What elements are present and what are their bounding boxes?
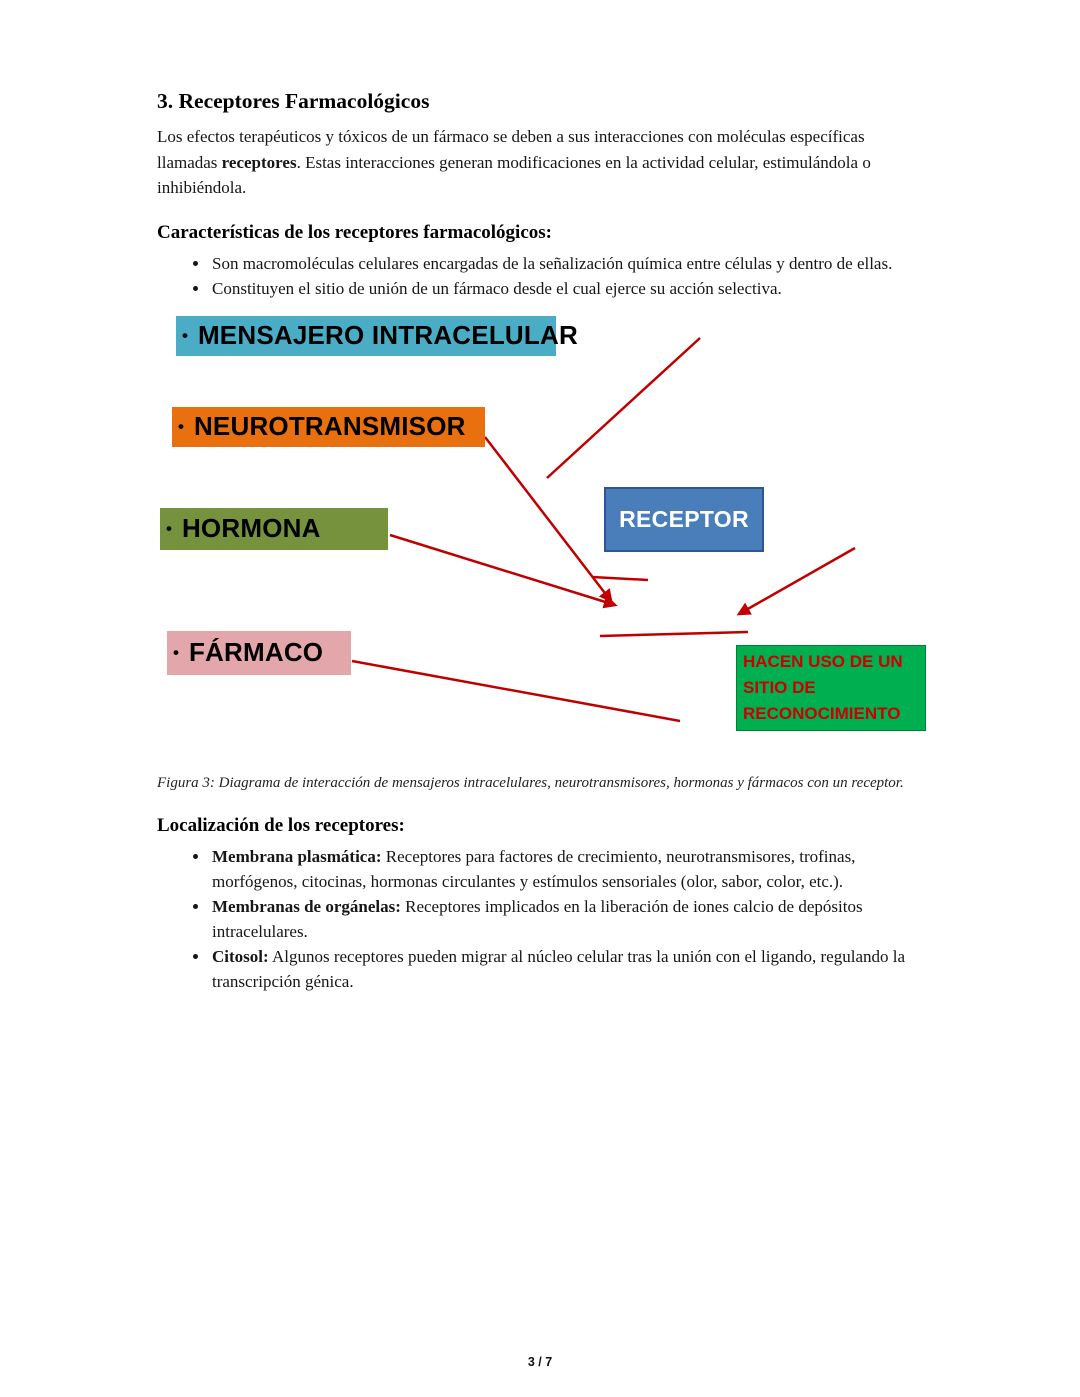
list-item-text: Algunos receptores pueden migrar al núcleo celular tras la unión con el ligando, regulando la transcripción génica. xyxy=(212,946,906,991)
list-item-term: Membrana plasmática: xyxy=(212,846,382,866)
diagram-box-mensajero-intracelular xyxy=(176,316,578,356)
diagram-box-sitio-reconocimiento xyxy=(736,645,926,731)
diagram-box-label: MENSAJERO INTRACELULAR xyxy=(197,320,578,350)
page-title: 3. Receptores Farmacológicos xyxy=(157,89,430,113)
list-item: • Constituyen el sitio de unión de un fármaco desde el cual ejerce su acción selectiva. xyxy=(210,276,905,301)
bullet-dot: • xyxy=(182,326,188,345)
section-heading-localizacion: Localización de los receptores: xyxy=(157,814,405,836)
diagram-box-label: HORMONA xyxy=(181,513,321,543)
section-heading-caracteristicas: Características de los receptores farmacológicos: xyxy=(157,221,552,243)
list-item-term: Membranas de orgánelas: xyxy=(212,896,401,916)
recognition-line: SITIO DE xyxy=(743,677,816,697)
list-item xyxy=(210,894,905,944)
diagram-box-receptor: RECEPTOR xyxy=(604,487,764,552)
list-item-term: Citosol: xyxy=(212,946,269,966)
intro-text-1: Los efectos terapéuticos y tóxicos de un fármaco se deben a sus interacciones con moléculas específicas llamadas xyxy=(157,127,865,172)
diagram-box-hormona xyxy=(160,508,388,550)
diagram-box-label: NEUROTRANSMISOR xyxy=(193,411,466,441)
list-item-text: Receptores para factores de crecimiento, neurotransmisores, trofinas, morfógenos, citocinas, hormonas circulantes y estímulos sensoriales (olor, sabor, color, etc.). xyxy=(212,846,856,891)
intro-paragraph xyxy=(157,124,905,201)
bullet-dot: • xyxy=(173,643,179,662)
localizacion-list xyxy=(157,844,905,994)
figure-diagram xyxy=(157,315,927,737)
figure-caption: Figura 3: Diagrama de interacción de mensajeros intracelulares, neurotransmisores, hormonas y fármacos con un receptor. xyxy=(157,774,904,791)
intro-text-2: . Estas interacciones generan modificaciones en la actividad celular, estimulándola o inhibiéndola. xyxy=(157,152,871,197)
recognition-line: RECONOCIMIENTO xyxy=(743,703,901,723)
list-item xyxy=(210,944,905,994)
list-item-text: Receptores implicados en la liberación de iones calcio de depósitos intracelulares. xyxy=(212,896,863,941)
bullet-dot: • xyxy=(178,417,184,436)
list-item: • Son macromoléculas celulares encargadas de la señalización química entre células y dentro de ellas. xyxy=(210,251,905,276)
list-item xyxy=(210,844,905,894)
diagram-box-farmaco xyxy=(167,631,351,675)
recognition-line: HACEN USO DE UN xyxy=(743,651,903,671)
diagram-box-label: FÁRMACO xyxy=(188,637,324,667)
page-number: 3 / 7 xyxy=(527,1355,553,1369)
caracteristicas-list xyxy=(157,251,905,301)
diagram-box-neurotransmisor xyxy=(172,407,485,447)
intro-bold-receptores: receptores xyxy=(221,152,297,172)
bullet-dot: • xyxy=(166,519,172,538)
